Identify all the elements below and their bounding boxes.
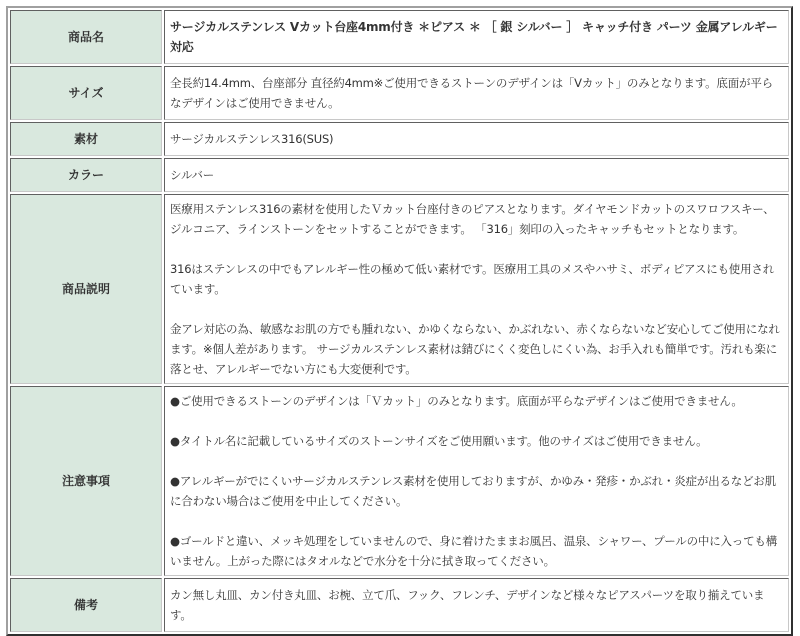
label-description: 商品説明	[10, 194, 162, 384]
value-size	[164, 66, 789, 120]
color-text: シルバー	[170, 168, 215, 182]
label-notes: 注意事項	[10, 386, 162, 576]
label-product-name: 商品名	[10, 10, 162, 64]
spec-row-remarks	[10, 578, 789, 632]
product-name-text: サージカルステンレス Vカット台座4mm付き ＊ピアス ＊ ［ 銀 シルバー ］ キャッチ付き パーツ 金属アレルギー対応	[170, 20, 778, 54]
label-material: 素材	[10, 122, 162, 156]
value-color	[164, 158, 789, 192]
material-text: サージカルステンレス316(SUS)	[170, 132, 334, 146]
spec-row-material	[10, 122, 789, 156]
value-notes	[164, 386, 789, 576]
label-color: カラー	[10, 158, 162, 192]
spec-row-size	[10, 66, 789, 120]
label-remarks: 備考	[10, 578, 162, 632]
value-material	[164, 122, 789, 156]
value-remarks	[164, 578, 789, 632]
spec-row-notes	[10, 386, 789, 576]
notes-item: ●ご使用できるストーンのデザインは「Ｖカット」のみとなります。底面が平らなデザインはご使用できません。	[170, 394, 743, 408]
spec-row-color	[10, 158, 789, 192]
spec-row-description	[10, 194, 789, 384]
notes-item: ●ゴールドと違い、メッキ処理をしていませんので、身に着けたままお風呂、温泉、シャワー、プールの中に入っても構いません。上がった際にはタオルなどで水分を十分に拭き取ってください。	[170, 534, 778, 568]
spec-row-product-name	[10, 10, 789, 64]
description-paragraph: 医療用ステンレス316の素材を使用したＶカット台座付きのピアスとなります。ダイヤモンドカットのスワロフスキー、ジルコニア、ラインストーンをセットすることができます。 「316」刻印の入ったキャッチもセットとなります。	[170, 202, 775, 236]
description-paragraph: 316はステンレスの中でもアレルギー性の極めて低い素材です。医療用工具のメスやハサミ、ボディピアスにも使用されています。	[170, 262, 774, 296]
label-size: サイズ	[10, 66, 162, 120]
description-paragraph: 金アレ対応の為、敏感なお肌の方でも腫れない、かゆくならない、かぶれない、赤くならないなど安心してご使用になれます。※個人差があります。 サージカルステンレス素材は錆びにくく変色しにくい為、お手入れも簡単です。汚れも楽に落とせ、アレルギーでない方にも大変便利です。	[170, 322, 780, 376]
notes-item: ●アレルギーがでにくいサージカルステンレス素材を使用しておりますが、かゆみ・発疹・かぶれ・炎症が出るなどお肌に合わない場合はご使用を中止してください。	[170, 474, 776, 508]
product-spec-table	[6, 6, 793, 636]
remarks-text: カン無し丸皿、カン付き丸皿、お椀、立て爪、フック、フレンチ、デザインなど様々なピアスパーツを取り揃えています。	[170, 588, 765, 622]
value-product-name	[164, 10, 789, 64]
notes-item: ●タイトル名に記載しているサイズのストーンサイズをご使用願います。他のサイズはご使用できません。	[170, 434, 708, 448]
size-text: 全長約14.4mm、台座部分 直径約4mm※ご使用できるストーンのデザインは「Vカット」のみとなります。底面が平らなデザインはご使用できません。	[170, 76, 773, 110]
value-description	[164, 194, 789, 384]
